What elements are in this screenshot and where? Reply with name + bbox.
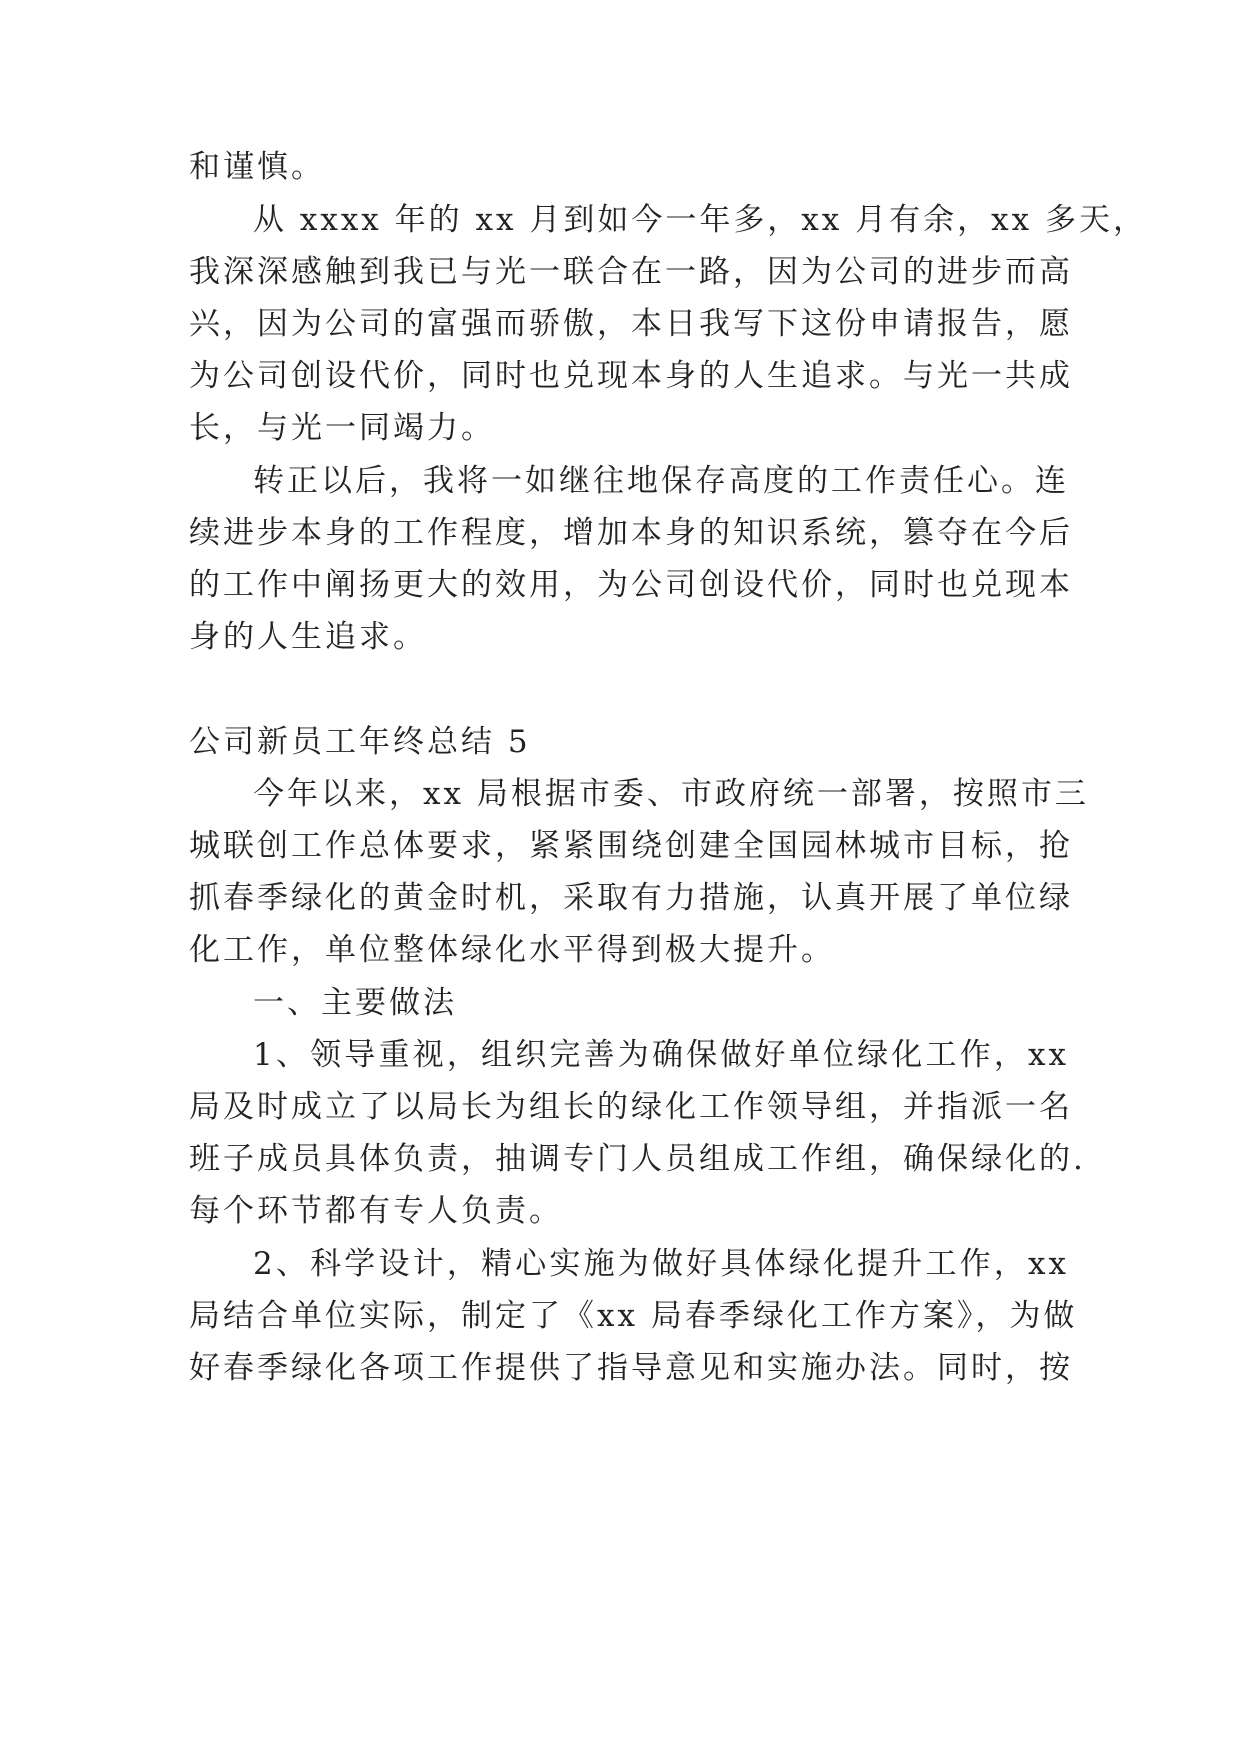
paragraph-line: 抓春季绿化的黄金时机，采取有力措施，认真开展了单位绿	[189, 880, 1073, 916]
paragraph-line: 身的人生追求。	[189, 619, 427, 655]
paragraph-line: 和谨慎。	[189, 149, 325, 185]
paragraph-line: 局及时成立了以局长为组长的绿化工作领导组，并指派一名	[189, 1089, 1073, 1125]
paragraph-line: 的工作中阐扬更大的效用，为公司创设代价，同时也兑现本	[189, 567, 1073, 603]
paragraph-line: 化工作，单位整体绿化水平得到极大提升。	[189, 932, 835, 968]
paragraph-line: 为公司创设代价，同时也兑现本身的人生追求。与光一共成	[189, 358, 1073, 394]
paragraph-line: 转正以后，我将一如继往地保存高度的工作责任心。连	[253, 463, 1069, 499]
paragraph-line: 2、科学设计，精心实施为做好具体绿化提升工作，xx	[253, 1246, 1069, 1282]
paragraph-line: 好春季绿化各项工作提供了指导意见和实施办法。同时，按	[189, 1350, 1073, 1386]
paragraph-line: 局结合单位实际，制定了《xx 局春季绿化工作方案》，为做	[189, 1298, 1078, 1334]
section-heading: 公司新员工年终总结 5	[189, 724, 531, 760]
subheading: 一、主要做法	[253, 985, 457, 1021]
paragraph-line: 今年以来，xx 局根据市委、市政府统一部署，按照市三	[253, 776, 1089, 812]
paragraph-line: 长，与光一同竭力。	[189, 410, 495, 446]
paragraph-line: 我深深感触到我已与光一联合在一路，因为公司的进步而高	[189, 254, 1073, 290]
paragraph-line: 城联创工作总体要求，紧紧围绕创建全国园林城市目标，抢	[189, 828, 1073, 864]
paragraph-line: 兴，因为公司的富强而骄傲，本日我写下这份申请报告，愿	[189, 306, 1073, 342]
paragraph-line: 班子成员具体负责，抽调专门人员组成工作组，确保绿化的.	[189, 1141, 1086, 1177]
paragraph-line: 续进步本身的工作程度，增加本身的知识系统，篡夺在今后	[189, 515, 1073, 551]
paragraph-line: 从 xxxx 年的 xx 月到如今一年多，xx 月有余，xx 多天，	[253, 202, 1147, 238]
paragraph-line: 1、领导重视，组织完善为确保做好单位绿化工作，xx	[253, 1037, 1069, 1073]
paragraph-line: 每个环节都有专人负责。	[189, 1193, 563, 1229]
